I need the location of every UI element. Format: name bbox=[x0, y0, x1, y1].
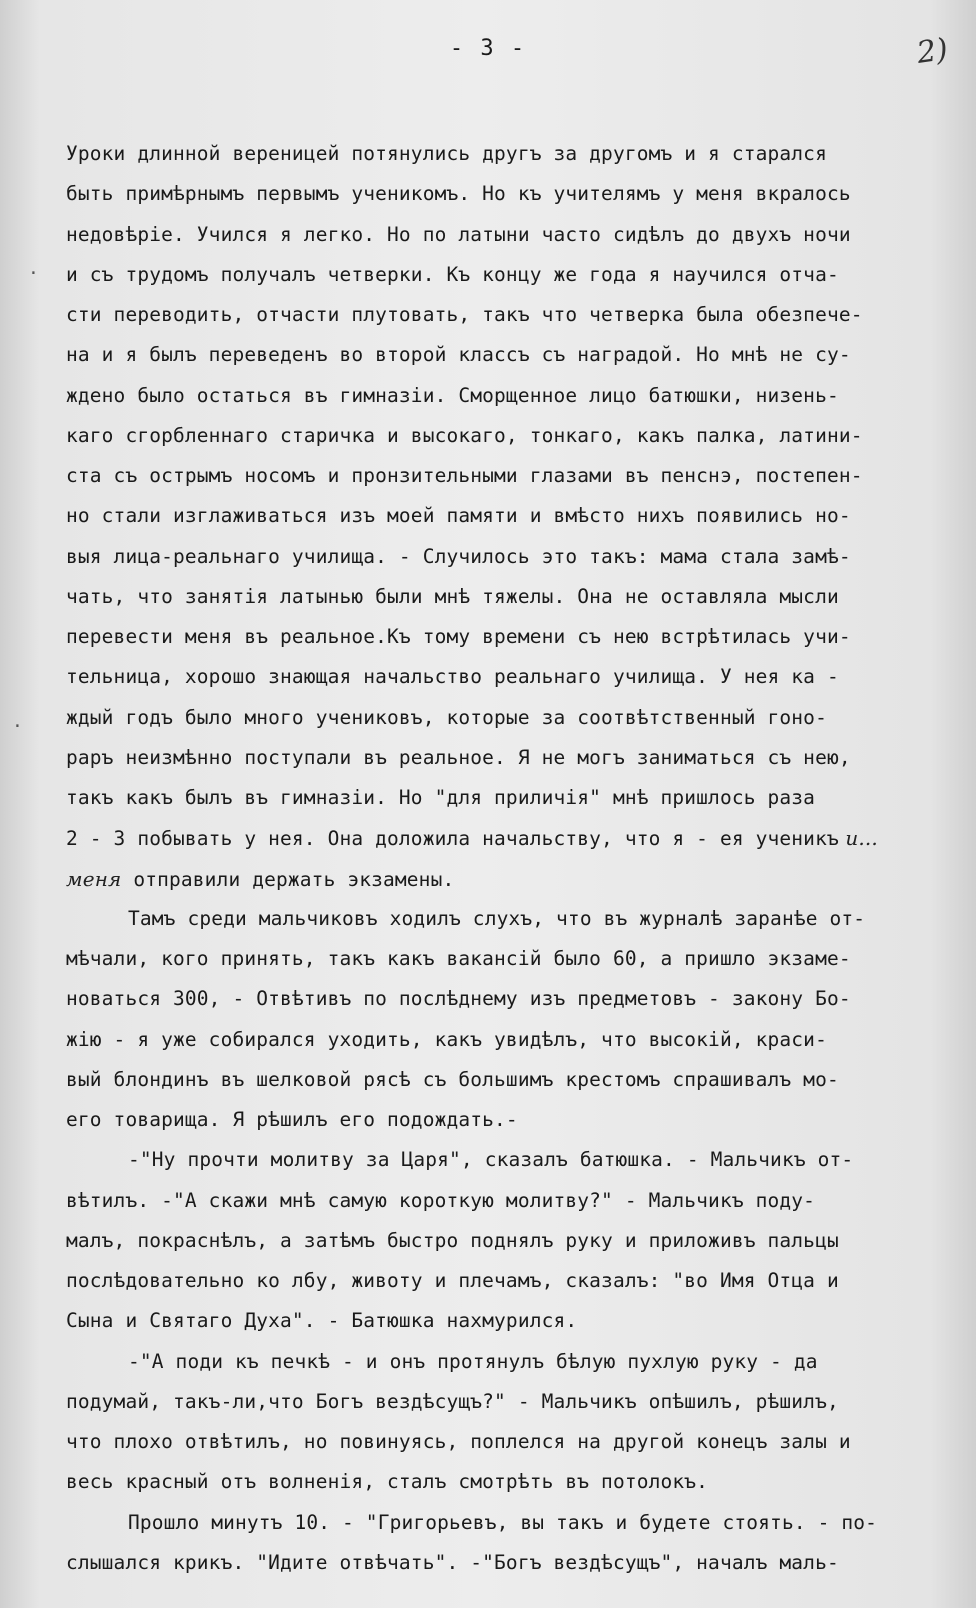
body-text bbox=[66, 134, 956, 1583]
typed-text: вѣтилъ. -"А скажи мнѣ самую короткую молитву?" - Мальчикъ поду- bbox=[66, 1188, 816, 1212]
typed-text: весь красный отъ волненія, сталъ смотрѣть въ потолокъ. bbox=[66, 1470, 709, 1494]
text-line bbox=[66, 376, 956, 416]
text-line bbox=[66, 818, 956, 858]
text-line bbox=[66, 979, 956, 1019]
typed-text: ждено было остаться въ гимназіи. Сморщенное лицо батюшки, низень- bbox=[66, 383, 839, 407]
text-line bbox=[66, 1543, 956, 1583]
text-line bbox=[66, 255, 956, 295]
text-line bbox=[66, 1261, 956, 1301]
typed-text: тельница, хорошо знающая начальство реальнаго училища. У нея ка - bbox=[66, 665, 839, 689]
typed-text: слышался крикъ. "Идите отвѣчать". -"Богъ вездѣсущъ", началъ маль- bbox=[66, 1550, 839, 1574]
typed-text: малъ, покраснѣлъ, а затѣмъ быстро поднялъ руку и приложивъ пальцы bbox=[66, 1228, 839, 1252]
text-line bbox=[66, 1060, 956, 1100]
typed-text: что плохо отвѣтилъ, но повинуясь, поплелся на другой конецъ залы и bbox=[66, 1430, 851, 1453]
typed-text: его товарища. Я рѣшилъ его подождать.- bbox=[66, 1108, 518, 1131]
text-line bbox=[66, 778, 956, 818]
typed-text: сти переводить, отчасти плутовать, такъ что четверка была обезпече- bbox=[66, 303, 863, 326]
text-line bbox=[66, 939, 956, 979]
text-line bbox=[66, 1301, 956, 1341]
text-line bbox=[66, 577, 956, 617]
typed-text: и съ трудомъ получалъ четверки. Къ концу же года я научился отча- bbox=[66, 262, 839, 286]
typed-text: -"Ну прочти молитву за Царя", сказалъ батюшка. - Мальчикъ от- bbox=[128, 1148, 854, 1172]
text-line bbox=[66, 215, 956, 255]
text-line bbox=[66, 456, 956, 496]
typed-text: Уроки длинной вереницей потянулись другъ за другомъ и я старался bbox=[66, 142, 827, 165]
typed-text: Прошло минутъ 10. - "Григорьевъ, вы такъ и будете стоять. - по- bbox=[128, 1510, 878, 1534]
typed-text: -"А поди къ печкѣ - и онъ протянулъ бѣлую пухлую руку - да bbox=[128, 1349, 818, 1373]
text-line bbox=[66, 698, 956, 738]
typed-text: на и я былъ переведенъ во второй классъ съ наградой. Но мнѣ не су- bbox=[66, 343, 851, 367]
typed-text: раръ неизмѣнно поступали въ реальное. Я не могъ заниматься съ нею, bbox=[66, 745, 851, 769]
typed-text: вый блондинъ въ шелковой рясѣ съ большимъ крестомъ спрашивалъ мо- bbox=[66, 1067, 839, 1091]
text-line bbox=[66, 1020, 956, 1060]
typed-text: Тамъ среди мальчиковъ ходилъ слухъ, что въ журналѣ заранѣе от- bbox=[128, 906, 866, 930]
typed-text: недовѣріе. Учился я легко. Но по латыни часто сидѣлъ до двухъ ночи bbox=[66, 222, 851, 246]
text-line bbox=[66, 1181, 956, 1221]
typed-text: чать, что занятія латынью были мнѣ тяжелы. Она не оставляла мысли bbox=[66, 584, 839, 608]
text-line bbox=[66, 1221, 956, 1261]
typed-text: но стали изглаживаться изъ моей памяти и вмѣсто нихъ появились но- bbox=[66, 504, 851, 528]
text-line bbox=[66, 617, 956, 657]
typed-text: 2 - 3 побывать у нея. Она доложила начальству, что я - ея ученикъ bbox=[66, 827, 839, 851]
margin-dot: · bbox=[12, 716, 23, 737]
typed-text: новаться 300, - Отвѣтивъ по послѣднему изъ предметовъ - закону Бо- bbox=[66, 987, 851, 1011]
typed-text: отправили держать экзамены. bbox=[121, 867, 455, 891]
text-line bbox=[66, 899, 956, 939]
text-line bbox=[66, 738, 956, 778]
text-line bbox=[66, 416, 956, 456]
handwritten-insertion: меня bbox=[66, 866, 122, 891]
text-line bbox=[66, 537, 956, 577]
text-line bbox=[66, 134, 956, 174]
typed-text: подумай, такъ-ли,что Богъ вездѣсущъ?" - Мальчикъ опѣшилъ, рѣшилъ, bbox=[66, 1389, 839, 1413]
folio-number: 2) bbox=[914, 32, 951, 71]
text-line bbox=[66, 174, 956, 214]
typed-text: выя лица-реальнаго училища. - Случилось это такъ: мама стала замѣ- bbox=[66, 544, 851, 568]
typed-text: жію - я уже собирался уходить, какъ увидѣлъ, что высокій, краси- bbox=[66, 1027, 827, 1051]
typed-text: Сына и Святаго Духа". - Батюшка нахмурился. bbox=[66, 1309, 578, 1333]
text-line bbox=[66, 859, 956, 899]
margin-dot: . bbox=[28, 258, 39, 279]
text-line bbox=[66, 657, 956, 697]
text-line bbox=[66, 295, 956, 335]
page-number: - 3 - bbox=[449, 36, 527, 61]
typed-text: послѣдовательно ко лбу, животу и плечамъ, сказалъ: "во Имя Отца и bbox=[66, 1269, 839, 1292]
typed-text: каго сгорбленнаго старичка и высокаго, тонкаго, какъ палка, латини- bbox=[66, 423, 863, 447]
typed-text: мѣчали, кого принять, такъ какъ вакансій было 60, а пришло экзаме- bbox=[66, 947, 851, 970]
text-line bbox=[66, 335, 956, 375]
text-line bbox=[66, 1382, 956, 1422]
text-line bbox=[66, 1462, 956, 1502]
text-line bbox=[66, 496, 956, 536]
typed-text: такъ какъ былъ въ гимназіи. Но "для приличія" мнѣ пришлось раза bbox=[66, 786, 816, 809]
text-line bbox=[66, 1100, 956, 1140]
typed-text: быть примѣрнымъ первымъ ученикомъ. Но къ учителямъ у меня вкралось bbox=[66, 182, 851, 206]
typed-text: ждый годъ было много учениковъ, которые за соотвѣтственный гоно- bbox=[66, 705, 827, 729]
text-line bbox=[66, 1140, 956, 1180]
typed-text: ста съ острымъ носомъ и пронзительными глазами въ пенснэ, постепен- bbox=[66, 464, 863, 487]
handwritten-insertion: и... bbox=[838, 826, 878, 851]
text-line bbox=[66, 1342, 956, 1382]
text-line bbox=[66, 1422, 956, 1462]
text-line bbox=[66, 1503, 956, 1543]
typed-text: перевести меня въ реальное.Къ тому времени съ нею встрѣтилась учи- bbox=[66, 625, 851, 648]
